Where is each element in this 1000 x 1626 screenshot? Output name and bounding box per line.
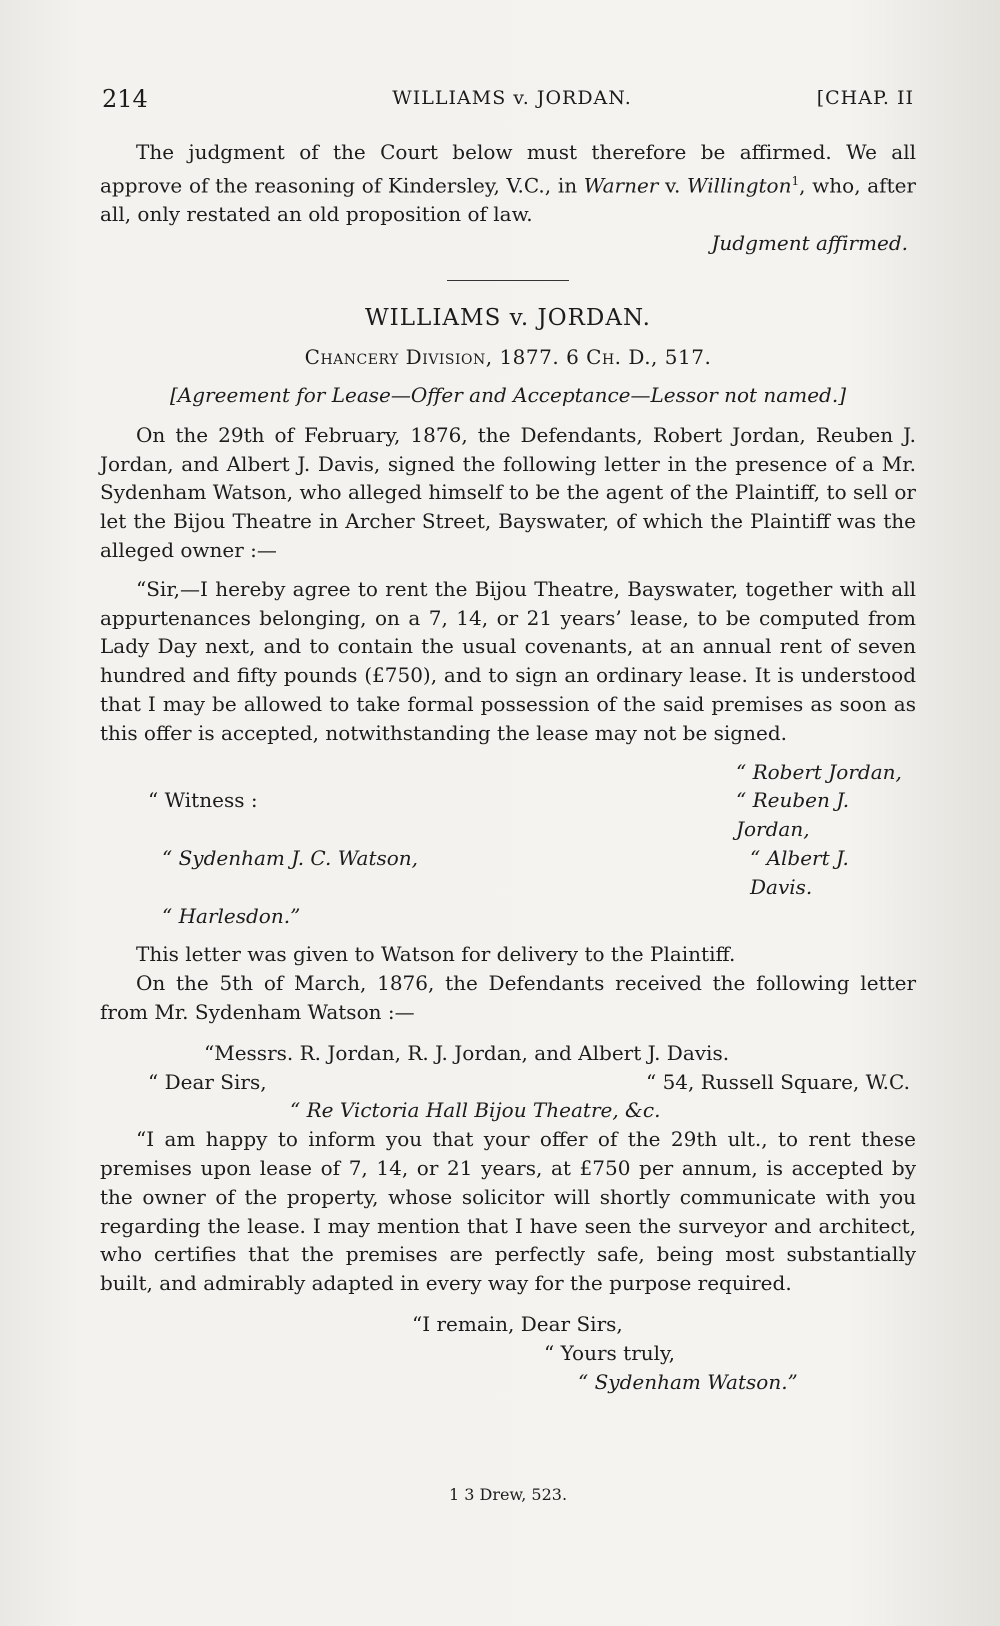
running-title: WILLIAMS v. JORDAN. <box>392 87 632 109</box>
court-citation: Chancery Division, 1877. 6 Ch. D., 517. <box>304 344 712 369</box>
signature-row-4 <box>100 902 916 931</box>
letter-addressees: “Messrs. R. Jordan, R. J. Jordan, and Albert J. Davis. <box>204 1040 730 1065</box>
signer-reuben-jordan: “ Reuben J. Jordan, <box>736 788 850 842</box>
letter-received-paragraph: On the 5th of March, 1876, the Defendants received the following letter from Mr. Sydenham Watson :— <box>100 971 916 1024</box>
letter-re-line: “ Re Victoria Hall Bijou Theatre, &c. <box>290 1098 661 1123</box>
conclusion-text: The judgment of the Court below must therefore be affirmed. We all approve of the reasoning of Kindersley, V.C., in <box>100 140 916 198</box>
closing-remain: “I remain, Dear Sirs, <box>412 1311 623 1336</box>
facts-paragraph: On the 29th of February, 1876, the Defendants, Robert Jordan, Reuben J. Jordan, and Albert J. Davis, signed the following letter in the presence of a Mr. Sydenham Watson, who alleged himself to be the agent of the Plaintiff, to sell or let the Bijou Theatre in Archer Street, Bayswater, of which the Plaintiff was the alleged owner :— <box>100 422 916 563</box>
page-number: 214 <box>102 85 148 113</box>
case-title: WILLIAMS v. JORDAN. <box>365 304 651 331</box>
closing-yours: “ Yours truly, <box>544 1340 676 1365</box>
offer-letter: “Sir,—I hereby agree to rent the Bijou Theatre, Bayswater, together with all appurtenances belonging, on a 7, 14, or 21 years’ lease, to be computed from Lady Day next, and to contain the usual covenants, at an annual rent of seven hundred and fifty pounds (£750), and to sign an ordinary lease. It is understood that I may be allowed to take formal possession of the said premises as soon as this offer is accepted, notwithstanding the lease may not be signed. <box>100 576 916 745</box>
acceptance-letter: “I am happy to inform you that your offer of the 29th ult., to rent these premises upon lease of 7, 14, or 21 years, at £750 per annum, is accepted by the owner of the property, whose solicitor will shortly communicate with you regarding the lease. I may mention that I have seen the surveyor and architect, who certifies that the premises are perfectly safe, being most substantially built, and admirably adapted in every way for the purpose required. <box>100 1127 916 1296</box>
previous-case-conclusion <box>100 138 916 229</box>
footnote-ref: 1 <box>791 173 800 188</box>
footnote: 1 3 Drew, 523. <box>448 1485 568 1504</box>
letter-given-paragraph: This letter was given to Watson for delivery to the Plaintiff. <box>136 942 736 967</box>
section-divider <box>447 280 569 281</box>
witness-name: “ Sydenham J. C. Watson, <box>162 846 419 870</box>
versus: v. <box>658 173 688 198</box>
signer-albert-davis: “ Albert J. Davis. <box>750 846 849 899</box>
signer-robert-jordan: “ Robert Jordan, <box>736 759 902 784</box>
headnote: [Agreement for Lease—Offer and Acceptance—Lessor not named.] <box>170 382 846 407</box>
page-header <box>102 85 922 119</box>
salutation-row <box>100 1068 916 1097</box>
closing-signature: “ Sydenham Watson.” <box>578 1369 798 1394</box>
witness-place: “ Harlesdon.” <box>162 903 301 928</box>
judgment-affirmed: Judgment affirmed. <box>711 231 908 256</box>
case-party-warner: Warner <box>583 173 659 198</box>
witness-label: “ Witness : <box>148 788 258 813</box>
page-body <box>100 138 916 1396</box>
conclusion-text-end: , who, after all, only restated an old proposition of law. <box>100 173 916 227</box>
signature-row-2 <box>100 786 916 844</box>
signature-row-3 <box>100 844 916 902</box>
sender-address: “ 54, Russell Square, W.C. <box>646 1069 910 1094</box>
signature-row-1 <box>100 758 916 787</box>
case-party-willington: Willington <box>687 173 792 198</box>
salutation: “ Dear Sirs, <box>148 1069 267 1094</box>
chapter-marker: [CHAP. II <box>816 87 914 109</box>
